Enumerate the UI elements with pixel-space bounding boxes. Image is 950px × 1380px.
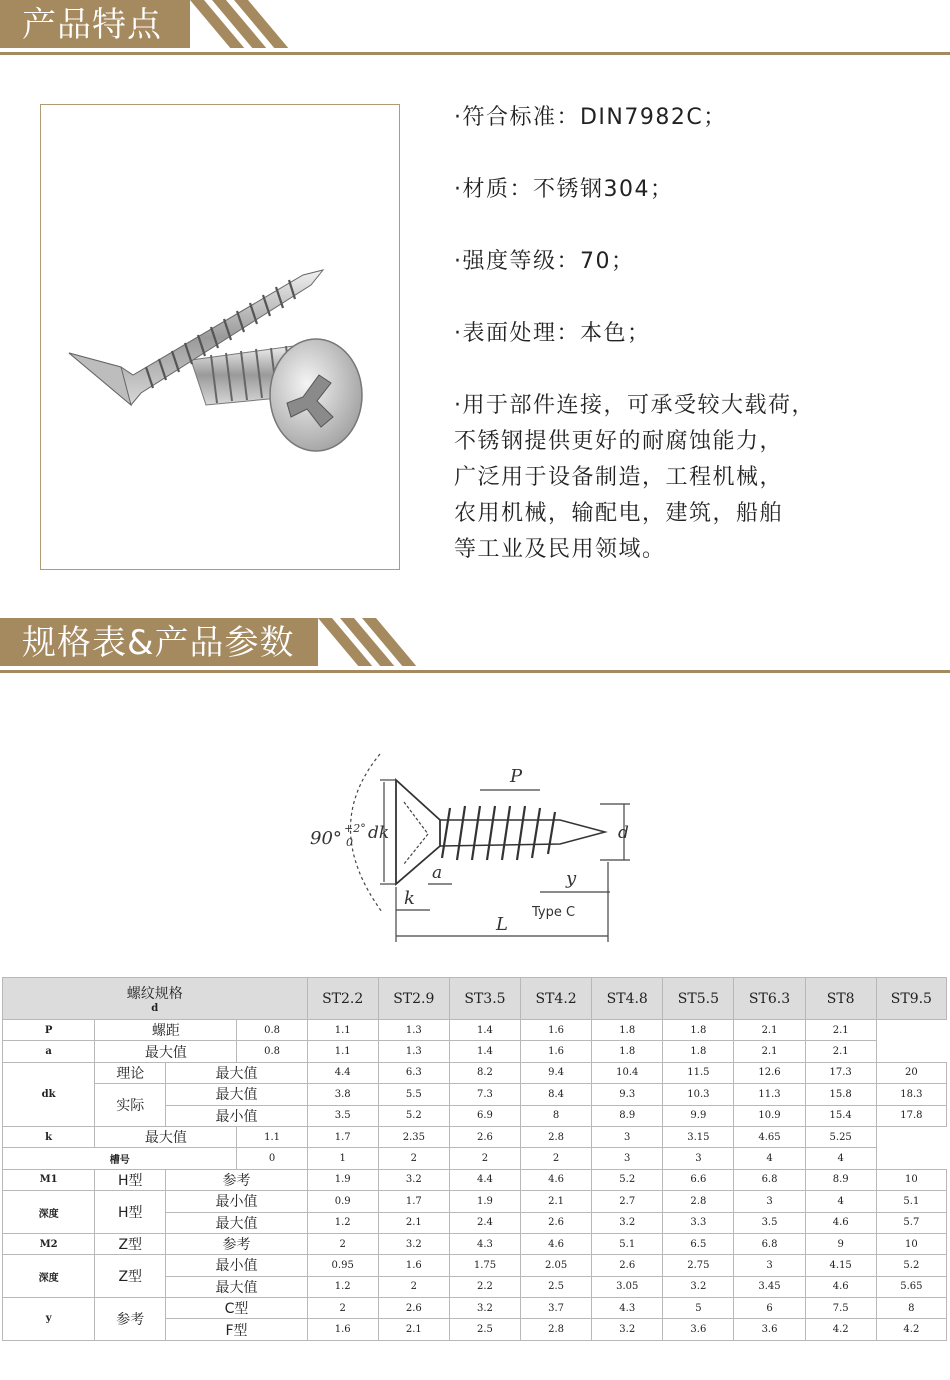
table-cell: 4 [805,1148,876,1169]
table-cell: 1.1 [237,1126,307,1147]
table-cell: 2.75 [663,1255,734,1276]
table-cell: 2.8 [521,1126,592,1147]
product-photo [40,104,400,570]
table-cell: 2.1 [378,1212,449,1233]
table-row: dk 理论 最大值 4.4 6.3 8.2 9.4 10.4 11.5 12.6 17.3 20 [3,1062,947,1083]
table-cell: 5.2 [876,1255,946,1276]
table-cell: 3.3 [663,1212,734,1233]
table-cell: 10 [876,1233,946,1254]
table-cell: 2.6 [449,1126,520,1147]
table-cell: 2 [449,1148,520,1169]
table-row: 最大值 1.2 2 2.2 2.5 3.05 3.2 3.45 4.6 5.65 [3,1276,947,1297]
spec-table [2,977,947,1341]
table-cell: 4.4 [449,1169,520,1190]
table-cell: 3 [734,1191,805,1212]
table-cell: 3.2 [663,1276,734,1297]
label-y: y [566,868,577,889]
col-header: ST2.9 [378,978,449,1020]
table-cell: 3.15 [663,1126,734,1147]
table-cell: 4.6 [805,1212,876,1233]
table-row: 最小值 3.5 5.2 6.9 8 8.9 9.9 10.9 15.4 17.8 [3,1105,947,1126]
table-cell: 3.8 [307,1084,378,1105]
section-title-features: 产品特点 [22,5,162,45]
label-l: L [496,914,508,935]
table-cell: 0.8 [237,1041,307,1062]
table-cell: 1.2 [307,1212,378,1233]
table-cell: 3.6 [734,1319,805,1340]
table-cell: 2.5 [521,1276,592,1297]
table-cell: 2 [307,1298,378,1319]
table-cell: 15.4 [805,1105,876,1126]
table-cell: 6.9 [449,1105,520,1126]
feature-standard: ·符合标准：DIN7982C； [454,105,727,130]
table-cell: 1.7 [307,1126,378,1147]
table-cell: 11.5 [663,1062,734,1083]
angle-tol-lower: 0 [346,836,353,849]
angle-label: 90° [310,828,342,849]
table-cell: 6.3 [378,1062,449,1083]
table-cell: 5.1 [592,1233,663,1254]
table-cell: 4.15 [805,1255,876,1276]
header-thread-spec: 螺纹规格 d [3,978,308,1020]
table-cell: 3.45 [734,1276,805,1297]
table-cell: 4.4 [307,1062,378,1083]
table-cell: 18.3 [876,1084,946,1105]
table-cell: 5.5 [378,1084,449,1105]
table-cell: 1 [307,1148,378,1169]
table-cell: 0.95 [307,1255,378,1276]
table-cell: 1.6 [521,1041,592,1062]
table-cell: 0 [237,1148,307,1169]
table-cell: 5.25 [805,1126,876,1147]
table-cell: 4.3 [592,1298,663,1319]
table-cell: 0.9 [307,1191,378,1212]
table-cell: 2 [307,1233,378,1254]
table-row: F型 1.6 2.1 2.5 2.8 3.2 3.6 3.6 4.2 4.2 [3,1319,947,1340]
table-cell: 6.6 [663,1169,734,1190]
table-cell: 8.4 [521,1084,592,1105]
table-cell: 2.6 [521,1212,592,1233]
table-cell: 2 [521,1148,592,1169]
table-cell: 9.9 [663,1105,734,1126]
table-cell: 3.5 [734,1212,805,1233]
table-cell: 1.6 [378,1255,449,1276]
table-cell: 1.1 [307,1041,378,1062]
table-cell: 1.8 [592,1041,663,1062]
table-cell: 3 [663,1148,734,1169]
feature-list [454,100,934,568]
table-cell: 2.6 [592,1255,663,1276]
col-header: ST6.3 [734,978,805,1020]
label-p: P [510,766,523,787]
table-cell: 1.3 [378,1041,449,1062]
table-cell: 3.2 [378,1233,449,1254]
table-cell: 5.2 [592,1169,663,1190]
table-cell: 2.8 [521,1319,592,1340]
table-cell: 1.6 [521,1020,592,1041]
table-cell: 2.7 [592,1191,663,1212]
table-cell: 1.9 [449,1191,520,1212]
table-row: k 最大值 1.1 1.7 2.35 2.6 2.8 3 3.15 4.65 5.25 [3,1126,947,1147]
table-row: 实际 最大值 3.8 5.5 7.3 8.4 9.3 10.3 11.3 15.8 18.3 [3,1084,947,1105]
table-cell: 2.35 [378,1126,449,1147]
table-cell: 2.2 [449,1276,520,1297]
col-header: ST8 [805,978,876,1020]
table-cell: 6.8 [734,1169,805,1190]
table-row: M1 H型 参考 1.9 3.2 4.4 4.6 5.2 6.6 6.8 8.9 10 [3,1169,947,1190]
section-header-specs [0,618,950,672]
table-cell: 2.5 [449,1319,520,1340]
dimension-drawing [300,742,650,948]
table-cell: 5.7 [876,1212,946,1233]
table-header-row [3,978,947,1020]
table-cell: 3.7 [521,1298,592,1319]
table-cell: 10.3 [663,1084,734,1105]
table-cell: 1.8 [592,1020,663,1041]
table-cell: 9.4 [521,1062,592,1083]
table-cell: 10.9 [734,1105,805,1126]
table-cell: 1.4 [449,1041,520,1062]
table-cell: 3.2 [449,1298,520,1319]
col-header: ST4.2 [521,978,592,1020]
table-cell: 5.2 [378,1105,449,1126]
table-cell: 2.8 [663,1191,734,1212]
section-header-features [0,0,950,54]
table-row: 槽号 0 1 2 2 2 3 3 4 4 [3,1148,947,1169]
table-cell: 1.3 [378,1020,449,1041]
table-row: 深度 H型 最小值 0.9 1.7 1.9 2.1 2.7 2.8 3 4 5.1 [3,1191,947,1212]
table-cell: 4.6 [805,1276,876,1297]
table-cell: 2.05 [521,1255,592,1276]
table-cell: 11.3 [734,1084,805,1105]
table-row: P 螺距 0.8 1.1 1.3 1.4 1.6 1.8 1.8 2.1 2.1 [3,1020,947,1041]
table-cell: 4.6 [521,1169,592,1190]
feature-material: ·材质：不锈钢304； [454,177,674,202]
table-cell: 1.4 [449,1020,520,1041]
table-cell: 1.1 [307,1020,378,1041]
label-k: k [404,888,415,909]
table-cell: 3 [734,1255,805,1276]
table-cell: 4.6 [521,1233,592,1254]
table-cell: 7.3 [449,1084,520,1105]
table-cell: 2.1 [521,1191,592,1212]
table-cell: 20 [876,1062,946,1083]
label-a: a [432,863,443,883]
table-cell: 8.9 [592,1105,663,1126]
table-cell: 3.2 [592,1319,663,1340]
table-cell: 4.3 [449,1233,520,1254]
table-cell: 9.3 [592,1084,663,1105]
label-dk: dk [368,823,390,843]
table-cell: 3.5 [307,1105,378,1126]
table-cell: 9 [805,1233,876,1254]
table-row: a 最大值 0.8 1.1 1.3 1.4 1.6 1.8 1.8 2.1 2.1 [3,1041,947,1062]
table-cell: 2.1 [378,1319,449,1340]
table-cell: 2 [378,1276,449,1297]
table-cell: 17.3 [805,1062,876,1083]
screw-photo-illustration [41,105,399,569]
label-d: d [618,823,629,843]
table-cell: 2 [378,1148,449,1169]
table-cell: 1.7 [378,1191,449,1212]
table-cell: 3.6 [663,1319,734,1340]
table-cell: 4 [734,1148,805,1169]
table-cell: 1.2 [307,1276,378,1297]
table-cell: 3.2 [592,1212,663,1233]
section-title-specs: 规格表&产品参数 [22,623,295,663]
table-cell: 6.5 [663,1233,734,1254]
table-cell: 10.4 [592,1062,663,1083]
feature-application: ·用于部件连接，可承受较大载荷， 不锈钢提供更好的耐腐蚀能力， 广泛用于设备制造，工程机械， 农用机械，输配电，建筑，船舶 等工业及民用领域。 [454,393,815,562]
table-cell: 3.05 [592,1276,663,1297]
table-cell: 7.5 [805,1298,876,1319]
table-cell: 15.8 [805,1084,876,1105]
table-cell: 2.1 [734,1041,805,1062]
table-cell: 1.75 [449,1255,520,1276]
table-row: y 参考 C型 2 2.6 3.2 3.7 4.3 5 6 7.5 8 [3,1298,947,1319]
table-cell: 2.1 [734,1020,805,1041]
col-header: ST9.5 [876,978,946,1020]
table-row: M2 Z型 参考 2 3.2 4.3 4.6 5.1 6.5 6.8 9 10 [3,1233,947,1254]
feature-surface: ·表面处理：本色； [454,321,651,346]
table-cell: 12.6 [734,1062,805,1083]
table-cell: 17.8 [876,1105,946,1126]
col-header: ST4.8 [592,978,663,1020]
table-cell: 5.65 [876,1276,946,1297]
table-cell: 4 [805,1191,876,1212]
table-cell: 1.8 [663,1041,734,1062]
table-cell: 5.1 [876,1191,946,1212]
table-cell: 8 [876,1298,946,1319]
table-cell: 4.2 [876,1319,946,1340]
table-cell: 2.1 [805,1020,876,1041]
col-header: ST2.2 [307,978,378,1020]
table-cell: 2.6 [378,1298,449,1319]
table-cell: 2.4 [449,1212,520,1233]
table-cell: 1.9 [307,1169,378,1190]
angle-tol-upper: +2° [344,822,366,835]
table-cell: 4.65 [734,1126,805,1147]
feature-strength: ·强度等级：70； [454,249,635,274]
table-cell: 0.8 [237,1020,307,1041]
table-row: 最大值 1.2 2.1 2.4 2.6 3.2 3.3 3.5 4.6 5.7 [3,1212,947,1233]
table-cell: 6.8 [734,1233,805,1254]
table-cell: 4.2 [805,1319,876,1340]
table-cell: 5 [663,1298,734,1319]
table-cell: 6 [734,1298,805,1319]
table-cell: 8 [521,1105,592,1126]
table-cell: 3 [592,1126,663,1147]
table-cell: 1.8 [663,1020,734,1041]
thread-marks [442,806,555,860]
table-cell: 8.9 [805,1169,876,1190]
table-cell: 3.2 [378,1169,449,1190]
table-cell: 8.2 [449,1062,520,1083]
col-header: ST5.5 [663,978,734,1020]
table-cell: 3 [592,1148,663,1169]
table-cell: 1.6 [307,1319,378,1340]
label-type-c: Type C [532,905,576,920]
table-row: 深度 Z型 最小值 0.95 1.6 1.75 2.05 2.6 2.75 3 4.15 5.2 [3,1255,947,1276]
col-header: ST3.5 [449,978,520,1020]
table-cell: 10 [876,1169,946,1190]
table-cell: 2.1 [805,1041,876,1062]
